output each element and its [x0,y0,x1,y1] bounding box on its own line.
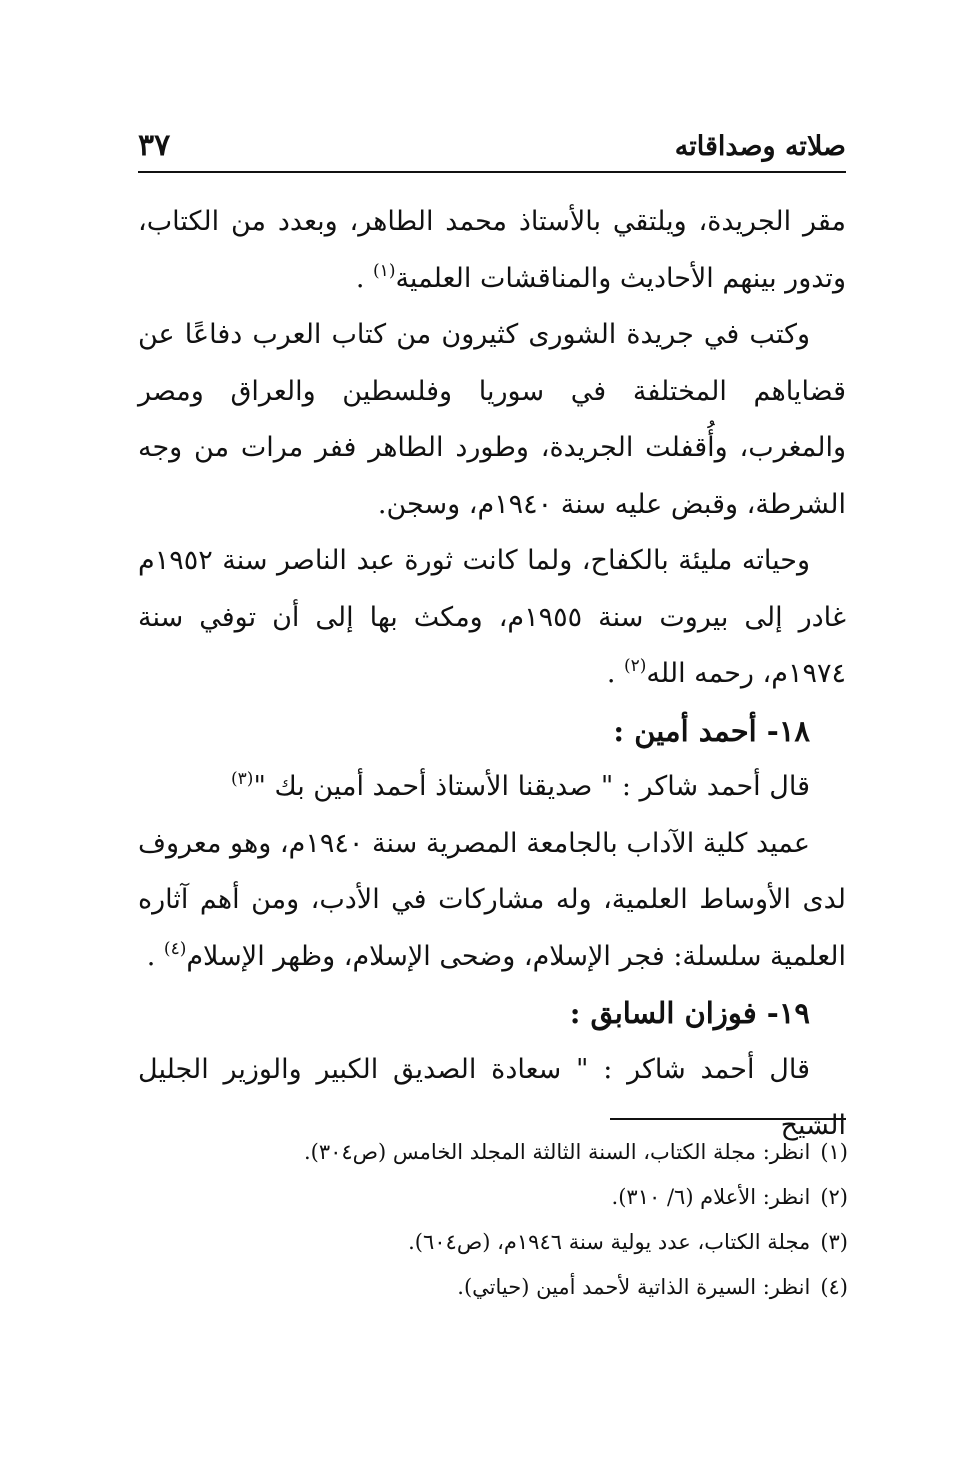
footnotes [138,1130,848,1310]
footnote-number: (٣) [820,1230,848,1254]
paragraph-6: قال أحمد شاكر : " سعادة الصديق الكبير والوزير الجليل الشيخ [138,1053,846,1141]
footnote-text: انظر: مجلة الكتاب، السنة الثالثة المجلد الخامس (ص٣٠٤). [303,1140,811,1164]
paragraph-2: وكتب في جريدة الشورى كثيرون من كتاب العرب دفاعًا عن قضاياهم المختلفة في سوريا وفلسطين والعراق ومصر والمغرب، وأُقفلت الجريدة، وطورد الطاهر ففر مرات من وجه الشرطة، وقبض عليه سنة ١٩٤٠م، وسجن. [138,319,846,520]
paragraph-5 [138,816,846,986]
paragraph-3 [138,533,846,703]
paragraph-1 [138,194,846,307]
paragraph-3-text: وحياته مليئة بالكفاح، ولما كانت ثورة عبد الناصر سنة ١٩٥٢م غادر إلى بيروت سنة ١٩٥٥م، ومكث بها إلى أن توفي سنة ١٩٧٤م، رحمه الله [138,545,847,689]
footnote-divider [610,1118,846,1120]
footnote-text: انظر: الأعلام (٦/ ٣١٠). [611,1185,811,1209]
page-number: ٣٧ [138,128,171,163]
paragraph-5-text: عميد كلية الآداب بالجامعة المصرية سنة ١٩٤٠م، وهو معروف لدى الأوساط العلمية، وله مشاركات في الأدب، ومن أهم آثاره العلمية سلسلة: فجر الإسلام، وضحى الإسلام، وظهر الإسلام [138,827,846,972]
paragraph-1-text: مقر الجريدة، ويلتقي بالأستاذ محمد الطاهر، وبعدد من الكتاب، وتدور بينهم الأحاديث والمناقشات العلمية [138,206,846,294]
section-heading-19: ١٩- فوزان السابق : [569,996,810,1030]
paragraph-3-end: . [606,658,624,689]
footnote-4 [138,1265,848,1310]
header-divider [138,171,846,173]
page-header [138,128,846,168]
paragraph-4-text: قال أحمد شاكر : " صديقنا الأستاذ أحمد أمين بك " [253,771,810,802]
footnote-number: (٤) [820,1275,848,1299]
footnote-ref-1: (١) [373,260,396,281]
paragraph-4 [138,759,846,816]
footnote-number: (٢) [820,1185,848,1209]
footnote-2 [138,1175,848,1220]
footnote-3 [138,1220,848,1265]
running-head: صلاته وصداقاته [674,131,846,162]
footnote-text: مجلة الكتاب، عدد يولية سنة ١٩٤٦م، (ص٦٠٤). [408,1230,811,1254]
footnote-ref-3: (٣) [231,769,254,789]
footnote-1 [138,1130,848,1175]
footnote-text: انظر: السيرة الذاتية لأحمد أمين (حياتي). [457,1275,811,1299]
main-text [138,194,846,1155]
footnote-ref-4: (٤) [163,938,187,959]
paragraph-1-end: . [355,262,374,294]
section-heading-18: ١٨- أحمد أمين : [613,713,810,748]
paragraph-5-end: . [146,940,164,972]
footnote-ref-2: (٢) [624,656,647,676]
footnote-number: (١) [820,1140,848,1164]
